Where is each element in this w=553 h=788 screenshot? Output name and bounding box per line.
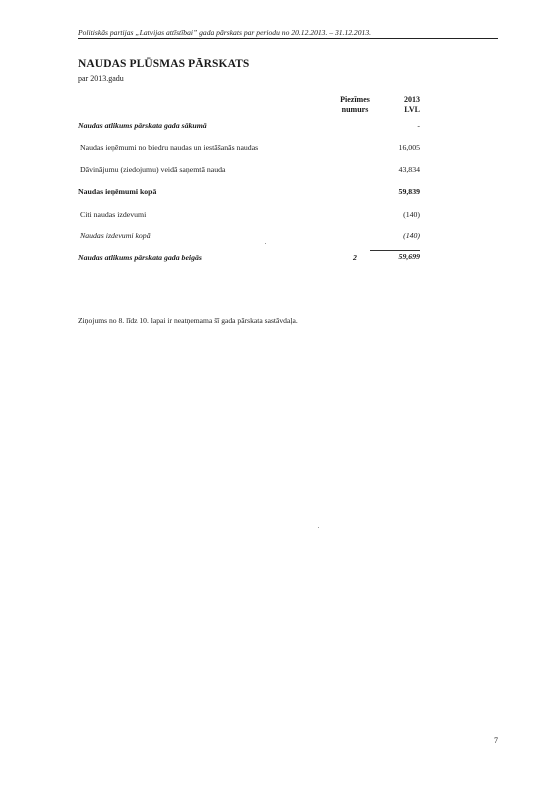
row-label: Naudas ieņēmumi no biedru naudas un iestāšanās naudas xyxy=(80,143,259,152)
row-label: Naudas atlikums pārskata gada beigās xyxy=(78,253,202,262)
row-value: (140) xyxy=(403,210,420,219)
row-label: Naudas izdevumi kopā xyxy=(80,231,151,240)
row-label: Citi naudas izdevumi xyxy=(80,210,147,219)
row-value: 59,839 xyxy=(398,187,420,196)
table-row-closing-balance xyxy=(0,250,553,262)
row-label: Naudas ieņēmumi kopā xyxy=(78,187,157,196)
footnote: Ziņojums no 8. līdz 10. lapai ir neatņemama šī gada pārskata sastāvdaļa. xyxy=(78,316,298,325)
table-row-total-receipts xyxy=(0,187,553,199)
row-value: - xyxy=(417,121,420,130)
table-row-total-expenses xyxy=(0,231,553,243)
column-header-notes xyxy=(330,95,380,115)
report-title: NAUDAS PLŪSMAS PĀRSKATS xyxy=(78,58,250,70)
scan-speck xyxy=(265,243,266,244)
page-number: 7 xyxy=(494,736,498,745)
row-label: Dāvinājumu (ziedojumu) veidā saņemtā nauda xyxy=(80,165,226,174)
row-label: Naudas atlikums pārskata gada sākumā xyxy=(78,121,207,130)
row-note: 2 xyxy=(353,253,357,262)
row-value: 16,005 xyxy=(398,143,420,152)
table-row-membership-fees xyxy=(0,143,553,155)
table-row-other-expenses xyxy=(0,210,553,222)
column-header-year-text: 2013 LVL xyxy=(404,95,420,114)
row-value: 59,699 xyxy=(370,250,420,261)
table-row-donations xyxy=(0,165,553,177)
scan-speck xyxy=(318,527,319,528)
row-value: 43,834 xyxy=(398,165,420,174)
table-row-opening-balance xyxy=(0,121,553,133)
column-header-year xyxy=(380,95,420,115)
row-value: (140) xyxy=(403,231,420,240)
column-header-notes-text: Piezīmes numurs xyxy=(340,95,370,114)
document-header: Politiskās partijas „Latvijas attīstībai” gada pārskats par periodu no 20.12.2013. – 31.12.2013. xyxy=(78,28,498,39)
report-period: par 2013.gadu xyxy=(78,74,124,83)
